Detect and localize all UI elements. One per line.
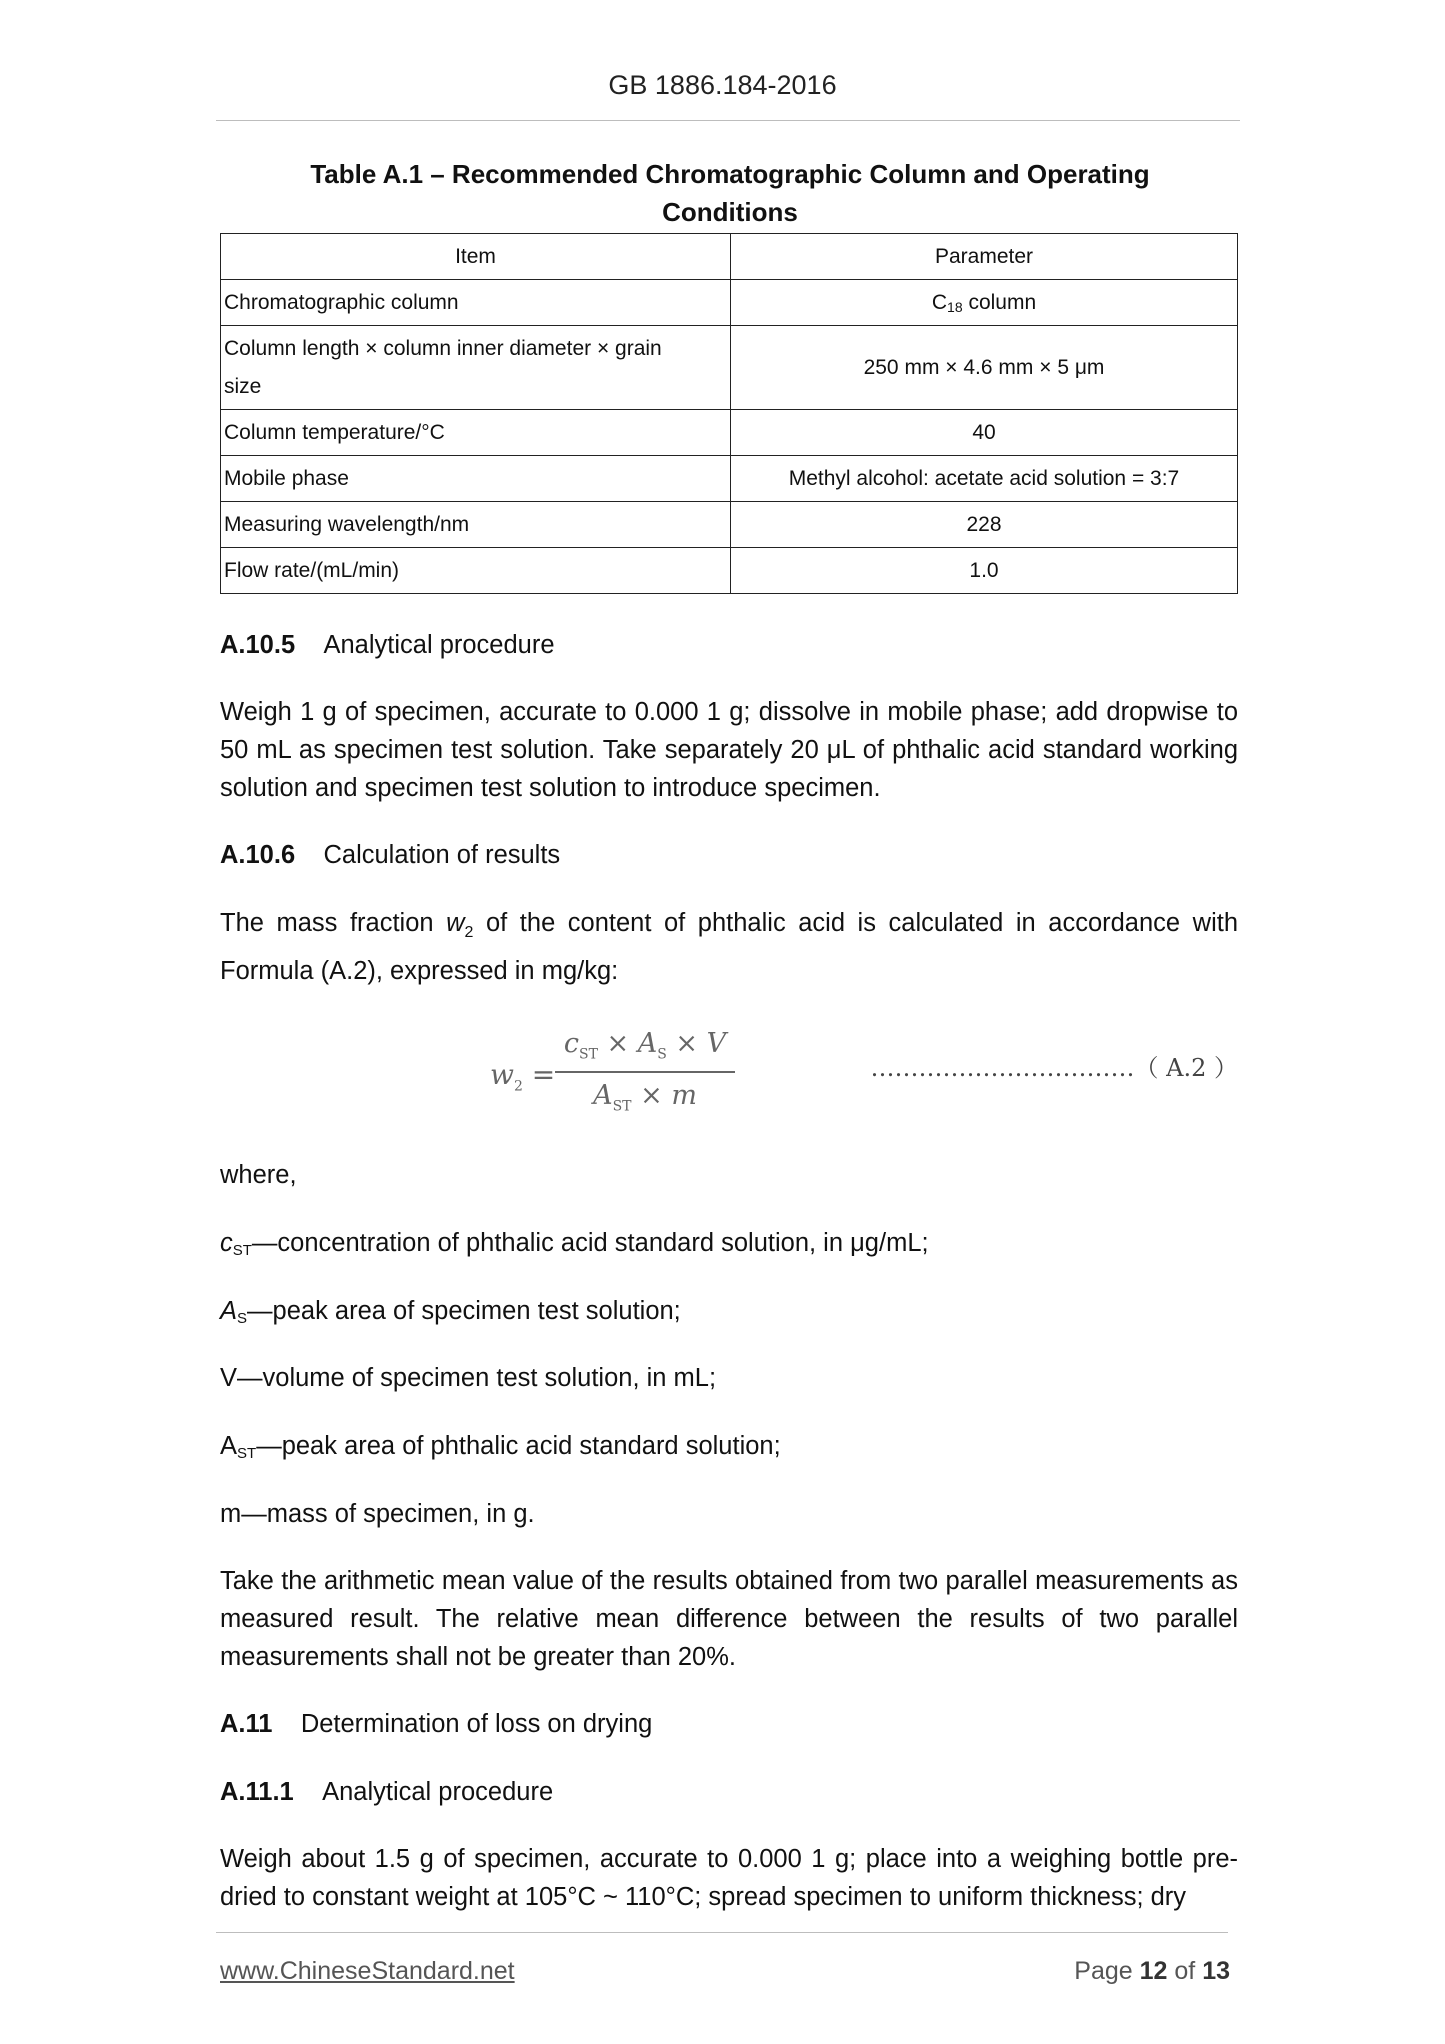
variable-definition: V—volume of specimen test solution, in mL; bbox=[220, 1364, 717, 1392]
table-title: Table A.1 – Recommended Chromatographic Column and Operating Conditions bbox=[310, 159, 1150, 227]
page-indicator: Page 12 of 13 bbox=[1074, 1957, 1230, 1985]
variable-definition: $c_{ST}—concentration$ of phthalic acid standard solution, in μg/mL; bbox=[220, 1229, 929, 1259]
formula-numerator: $c_{ST} \times A_S \times V$ bbox=[563, 1028, 727, 1063]
formula-lhs: $w_2$ = bbox=[490, 1058, 556, 1095]
footer-website-link[interactable]: www.ChineseStandard.net bbox=[220, 1957, 515, 1985]
table-cell-param: 1.0 bbox=[731, 548, 1238, 594]
table-header-row bbox=[221, 234, 1238, 280]
table-cell-item: Column length × column inner diameter × grain size bbox=[221, 326, 731, 410]
footer-divider bbox=[216, 1932, 1228, 1933]
section-body-a105: Weigh 1 g of specimen, accurate to 0.000 1 g; dissolve in mobile phase; add dropwise to 50 mL as specimen test solution. Take separately 20 μL of phthalic acid standard working solution and specimen test solution to introduce specimen. bbox=[220, 698, 1238, 802]
section-body-a111: Weigh about 1.5 g of specimen, accurate to 0.000 1 g; place into a weighing bottle pre-dried to constant weight at 105°C ~ 110°C; spread specimen to uniform thickness; dry bbox=[220, 1845, 1238, 1911]
table-cell-item: Flow rate/(mL/min) bbox=[221, 548, 731, 594]
table-cell-item: Column temperature/°C bbox=[221, 410, 731, 456]
table-cell-param: 250 mm × 4.6 mm × 5 μm bbox=[731, 326, 1238, 410]
formula-denominator: $A_{ST} \times m$ bbox=[593, 1080, 697, 1115]
header-divider bbox=[216, 120, 1240, 121]
variable-definition: m—mass of specimen, in g. bbox=[220, 1500, 535, 1528]
table-cell-item: Chromatographic column bbox=[221, 280, 731, 326]
variable-definition: $A_{ST}—peak$ area of phthalic acid standard solution; bbox=[220, 1432, 781, 1462]
formula-fraction-bar bbox=[555, 1071, 735, 1073]
section-heading-a106: A.10.6 Calculation of results bbox=[220, 841, 561, 869]
table-row bbox=[221, 280, 1238, 326]
section-heading-a111: A.11.1 Analytical procedure bbox=[220, 1778, 554, 1806]
chromatography-table bbox=[220, 233, 1238, 594]
table-row bbox=[221, 548, 1238, 594]
section-heading-a105: A.10.5 Analytical procedure bbox=[220, 631, 555, 659]
section-body-a106: The mass fraction $w_2$ of the content of phthalic acid is calculated in accordance with Formula (A.2), expressed in mg/kg: bbox=[220, 909, 1238, 986]
table-row bbox=[221, 410, 1238, 456]
section-heading-a11: A.11 Determination of loss on drying bbox=[220, 1710, 653, 1738]
where-label: where, bbox=[220, 1161, 297, 1189]
table-cell-param: 40 bbox=[731, 410, 1238, 456]
column-header-parameter: Parameter bbox=[731, 234, 1238, 280]
variable-definition: $A_S—peak$ area of specimen test solution; bbox=[220, 1297, 681, 1327]
table-cell-param: $C_{18}$ column bbox=[731, 280, 1238, 326]
table-cell-item: Mobile phase bbox=[221, 456, 731, 502]
document-code: GB 1886.184-2016 bbox=[608, 70, 837, 100]
table-row bbox=[221, 326, 1238, 410]
column-header-item: Item bbox=[221, 234, 731, 280]
table-cell-param: 228 bbox=[731, 502, 1238, 548]
table-cell-item: Measuring wavelength/nm bbox=[221, 502, 731, 548]
table-row bbox=[221, 456, 1238, 502]
mean-value-paragraph: Take the arithmetic mean value of the results obtained from two parallel measurements as measured result. The relative mean difference between the results of two parallel measurements shall not be greater than 20%. bbox=[220, 1567, 1238, 1671]
formula-reference: ……………………………（ A.2 ） bbox=[870, 1054, 1238, 1082]
formula-a2 bbox=[490, 1028, 750, 1138]
table-cell-param: Methyl alcohol: acetate acid solution = 3:7 bbox=[731, 456, 1238, 502]
table-row bbox=[221, 502, 1238, 548]
